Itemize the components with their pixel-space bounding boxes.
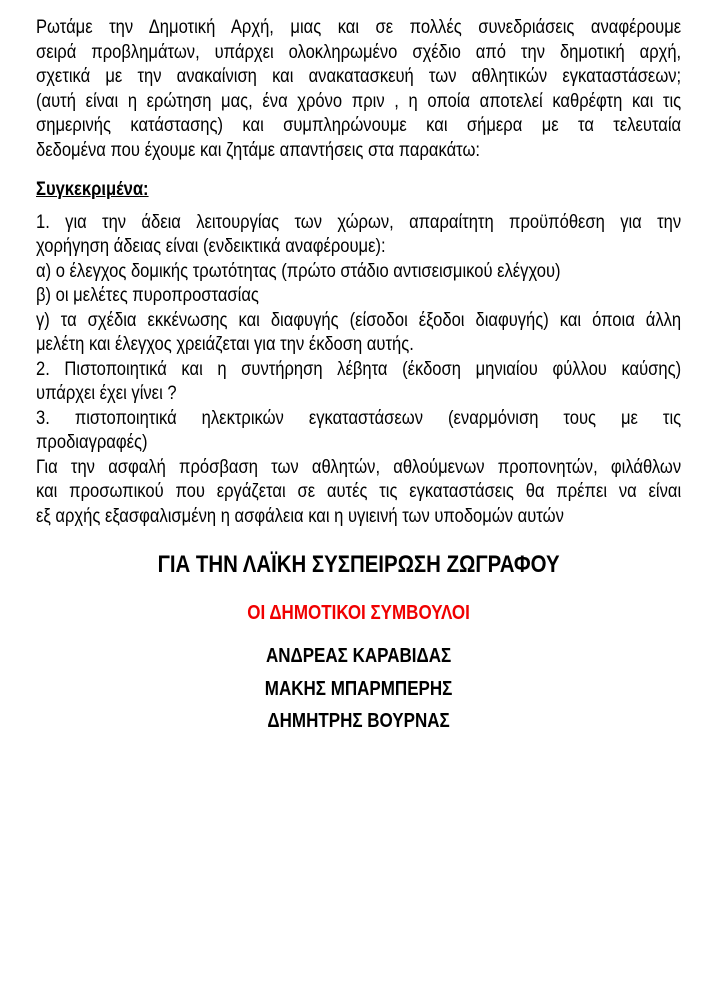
signer-name: ΜΑΚΗΣ ΜΠΑΡΜΠΕΡΗΣ xyxy=(264,677,453,700)
document-content xyxy=(36,15,681,738)
intro-line: σειρά προβλημάτων, υπάρχει ολοκληρωμένο σχέδιο από την δημοτική αρχή, xyxy=(36,40,682,63)
closing-line: και προσωπικού που εργάζεται σε αυτές τις εγκαταστάσεις θα πρέπει να είναι xyxy=(36,480,682,502)
details-paragraph xyxy=(36,259,681,529)
detail-line-c: γ) τα σχέδια εκκένωσης και διαφυγής (είσοδοι έξοδοι διαφυγής) και όποια άλλη xyxy=(36,308,682,331)
intro-line: (αυτή είναι η ερώτηση μας, ένα χρόνο πριν , η οποία αποτελεί καθρέφτη και τις xyxy=(36,89,682,112)
detail-line-c-cont: μελέτη και έλεγχος χρειάζεται για την έκδοση αυτής. xyxy=(36,333,414,355)
closing-line: εξ αρχής εξασφαλισμένη η ασφάλεια και η υγιεινή των υποδομών αυτών xyxy=(36,504,564,527)
item-1-line: 1. για την άδεια λειτουργίας των χώρων, απαραίτητη προϋπόθεση για την xyxy=(36,210,682,233)
intro-paragraph xyxy=(36,15,681,162)
detail-line-3-cont: προδιαγραφές) xyxy=(36,431,148,453)
section-heading: Συγκεκριμένα: xyxy=(36,178,149,200)
footer-subtitle: ΟΙ ΔΗΜΟΤΙΚΟΙ ΣΥΜΒΟΥΛΟΙ xyxy=(247,602,470,624)
item-1-line: χορήγηση άδειας είναι (ενδεικτικά αναφέρουμε): xyxy=(36,235,386,257)
detail-line-a: α) ο έλεγχος δομικής τρωτότητας (πρώτο στάδιο αντισεισμικού ελέγχου) xyxy=(36,259,561,282)
intro-line: σχετικά με την ανακαίνιση και ανακατασκευή των αθλητικών εγκαταστάσεων; xyxy=(36,65,682,87)
detail-line-3: 3. πιστοποιητικά ηλεκτρικών εγκαταστάσεων (εναρμόνιση τους με τις xyxy=(36,406,682,429)
intro-line: Ρωτάμε την Δημοτική Αρχή, μιας και σε πολλές συνεδριάσεις αναφέρουμε xyxy=(36,16,682,38)
detail-line-2: 2. Πιστοποιητικά και η συντήρηση λέβητα (έκδοση μηνιαίου φύλλου καύσης) xyxy=(36,357,682,380)
closing-line: Για την ασφαλή πρόσβαση των αθλητών, αθλούμενων προπονητών, φιλάθλων xyxy=(36,455,682,478)
footer-title: ΓΙΑ ΤΗΝ ΛΑΪΚΗ ΣΥΣΠΕΙΡΩΣΗ ΖΩΓΡΑΦΟΥ xyxy=(157,551,560,578)
item-1-paragraph xyxy=(36,210,681,259)
intro-line: δεδομένα που έχουμε και ζητάμε απαντήσεις στα παρακάτω: xyxy=(36,138,481,161)
signers-list xyxy=(36,640,681,738)
detail-line-b: β) οι μελέτες πυροπροστασίας xyxy=(36,284,259,306)
intro-line: σημερινής κατάστασης) και συμπληρώνουμε και σήμερα με τα τελευταία xyxy=(36,114,682,136)
detail-line-2-cont: υπάρχει έχει γίνει ? xyxy=(36,382,177,404)
signer-name: ΔΗΜΗΤΡΗΣ ΒΟΥΡΝΑΣ xyxy=(267,710,450,732)
signer-name: ΑΝΔΡΕΑΣ ΚΑΡΑΒΙΔΑΣ xyxy=(265,645,452,667)
